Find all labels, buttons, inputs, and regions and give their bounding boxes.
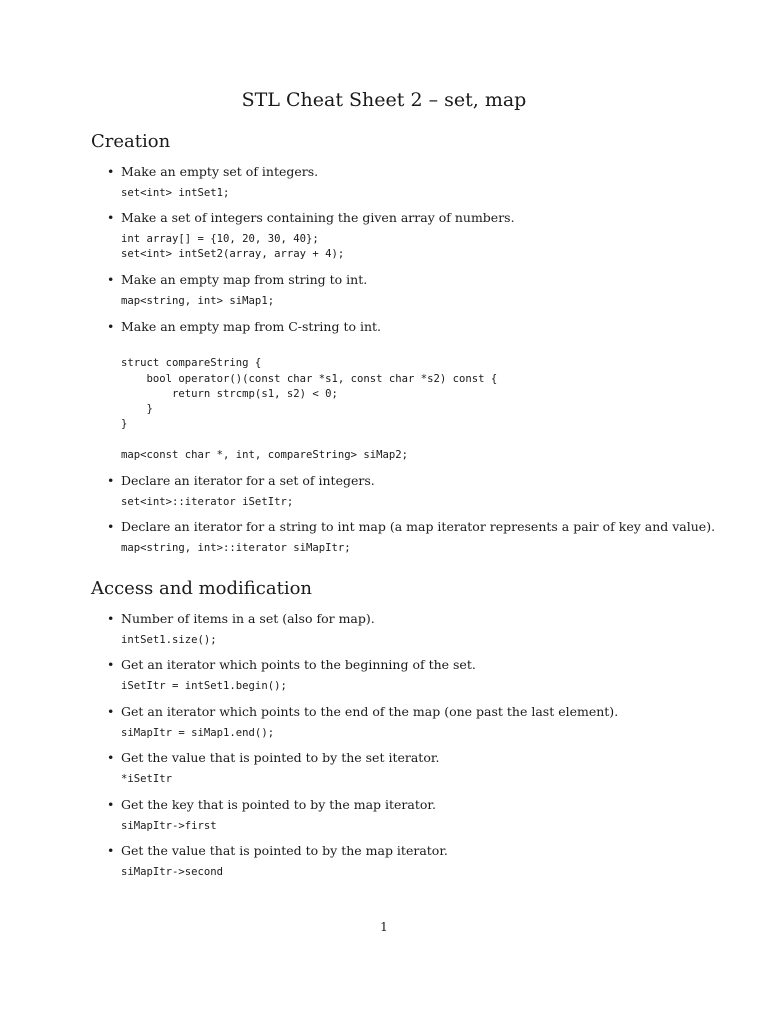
item-description: Get the value that is pointed to by the set iterator.: [121, 750, 440, 765]
code-block: [107, 772, 687, 787]
list-item: [107, 319, 687, 463]
bullet-icon: •: [107, 164, 115, 179]
code-block: [107, 679, 687, 694]
code-block: [107, 232, 687, 263]
code-line: set<int> intSet1;: [121, 187, 230, 199]
code-block: [107, 726, 687, 741]
code-line: siMapItr->first: [121, 820, 217, 832]
bullet-icon: •: [107, 272, 115, 287]
bullet-icon: •: [107, 797, 115, 812]
item-description: Declare an iterator for a string to int map (a map iterator represents a pair of key and value).: [121, 519, 716, 534]
bullet-icon: •: [107, 473, 115, 488]
item-description: Make an empty map from string to int.: [121, 272, 368, 287]
code-line: map<string, int>::iterator siMapItr;: [121, 542, 351, 554]
code-line: intSet1.size();: [121, 634, 217, 646]
code-block: [107, 294, 687, 309]
code-line: }: [121, 418, 128, 431]
code-line: set<int>::iterator iSetItr;: [121, 496, 294, 508]
bullet-icon: •: [107, 319, 115, 334]
code-line: iSetItr = intSet1.begin();: [121, 680, 287, 692]
code-line: return strcmp(s1, s2) < 0;: [121, 387, 338, 400]
item-description: Get an iterator which points to the end of the map (one past the last element).: [121, 704, 619, 719]
code-line: set<int> intSet2(array, array + 4);: [121, 248, 345, 261]
code-line: struct compareString {: [121, 357, 262, 370]
item-description: Get an iterator which points to the beginning of the set.: [121, 657, 476, 672]
code-line: siMapItr->second: [121, 866, 224, 878]
code-line: map<const char *, int, compareString> siMap2;: [121, 449, 409, 462]
code-line: [121, 433, 687, 448]
item-description: Get the value that is pointed to by the map iterator.: [121, 843, 448, 858]
item-description: Number of items in a set (also for map).: [121, 611, 375, 626]
item-description: Make an empty map from C-string to int.: [121, 319, 382, 334]
section-heading-creation: Creation: [91, 131, 171, 152]
code-block: [107, 186, 687, 201]
item-description: Get the key that is pointed to by the map iterator.: [121, 797, 436, 812]
bullet-icon: •: [107, 750, 115, 765]
item-description: Declare an iterator for a set of integers.: [121, 473, 375, 488]
bullet-icon: •: [107, 210, 115, 225]
page-number: 1: [380, 920, 388, 934]
code-line: siMapItr = siMap1.end();: [121, 727, 275, 739]
bullet-icon: •: [107, 657, 115, 672]
list-item: [107, 750, 687, 787]
section-heading-access: Access and modification: [91, 578, 313, 599]
list-item: [107, 164, 687, 201]
code-block: [107, 541, 687, 556]
page-title: STL Cheat Sheet 2 – set, map: [241, 89, 527, 111]
item-description: Make an empty set of integers.: [121, 164, 319, 179]
bullet-icon: •: [107, 519, 115, 534]
list-item: [107, 272, 687, 309]
code-line: }: [121, 403, 153, 416]
bullet-icon: •: [107, 611, 115, 626]
code-line: bool operator()(const char *s1, const char *s2) const {: [121, 372, 498, 385]
code-block: [107, 341, 687, 463]
list-item: [107, 843, 687, 880]
code-line: *iSetItr: [121, 773, 173, 785]
code-line: map<string, int> siMap1;: [121, 295, 275, 307]
list-item: [107, 611, 687, 648]
bullet-icon: •: [107, 843, 115, 858]
list-item: [107, 704, 687, 741]
list-item: [107, 657, 687, 694]
code-block: [107, 633, 687, 648]
code-block: [107, 865, 687, 880]
list-item: [107, 519, 716, 556]
list-item: [107, 797, 687, 834]
bullet-icon: •: [107, 704, 115, 719]
code-block: [107, 495, 687, 510]
list-item: [107, 210, 687, 263]
list-item: [107, 473, 687, 510]
code-line: int array[] = {10, 20, 30, 40};: [121, 233, 319, 245]
code-block: [107, 819, 687, 834]
code-line: [121, 341, 687, 356]
item-description: Make a set of integers containing the given array of numbers.: [121, 210, 515, 225]
